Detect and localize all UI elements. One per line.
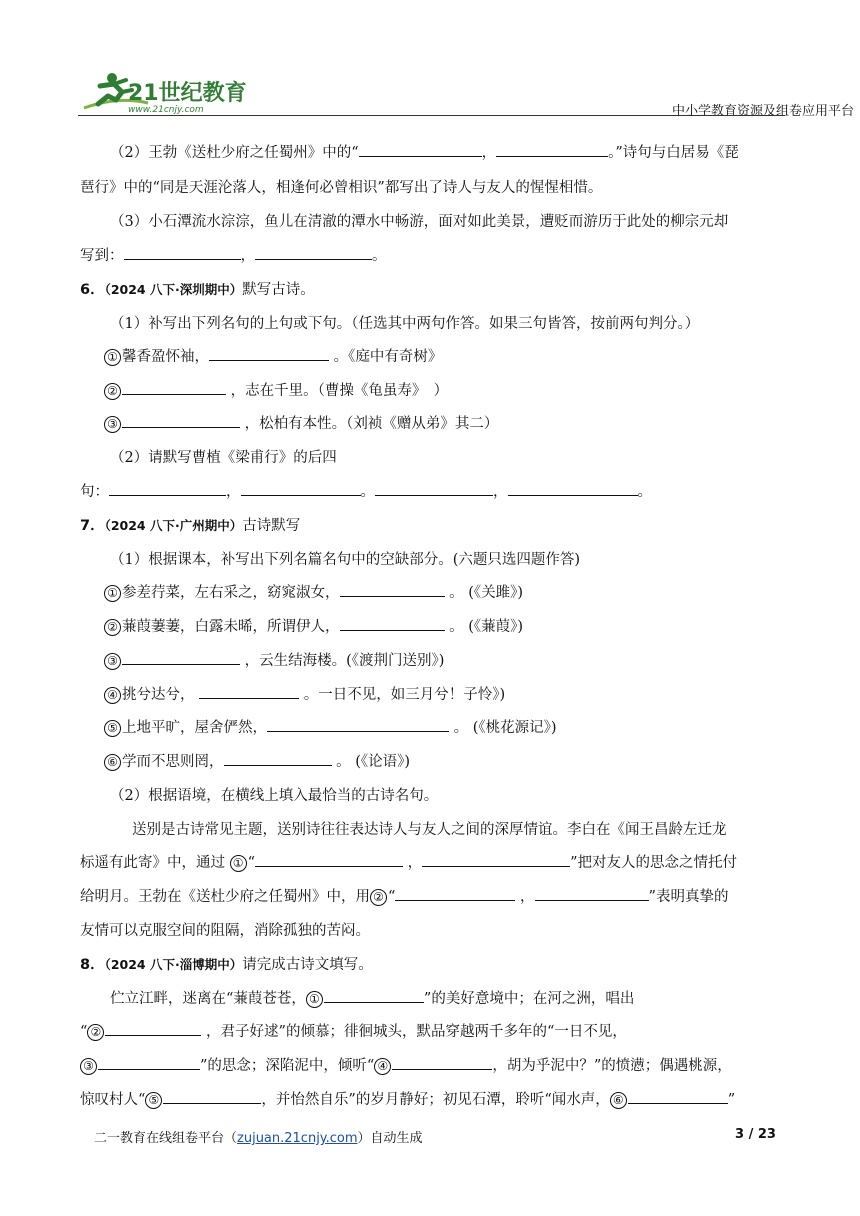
q6-item-2: ② ，志在千里。（曹操《龟虽寿》 ） bbox=[104, 381, 448, 401]
q6-item-3: ③ ，松柏有本性。（刘祯《赠从弟》其二） bbox=[104, 414, 498, 434]
answer-blank[interactable] bbox=[255, 853, 403, 867]
footer-link[interactable]: zujuan.21cnjy.com bbox=[237, 1131, 358, 1146]
q7-part1: （1）根据课本，补写出下列名篇名句中的空缺部分。(六题只选四题作答) bbox=[110, 552, 581, 568]
page-header bbox=[78, 70, 855, 119]
answer-blank[interactable] bbox=[422, 853, 570, 867]
answer-blank[interactable] bbox=[340, 583, 445, 597]
answer-blank[interactable] bbox=[359, 143, 482, 157]
q8-para-3: ③ ”的思念；深陷泥中，倾听“ ④ ，胡为乎泥中？”的愤懑；偶遇桃源， bbox=[80, 1056, 732, 1076]
q7-item-2: ② 蒹葭萋萋，白露未晞，所谓伊人， 。 (《蒹葭》) bbox=[104, 617, 523, 637]
answer-blank[interactable] bbox=[508, 482, 638, 496]
answer-blank[interactable] bbox=[255, 246, 372, 260]
q8-para-2: “ ② ，君子好逑”的倾慕；徘徊城头，默品穿越两千多年的“一日不见， bbox=[80, 1024, 627, 1040]
q7-item-6: ⑥ 学而不思则罔， 。 (《论语》) bbox=[104, 752, 410, 772]
answer-blank[interactable] bbox=[224, 752, 332, 766]
q7-part2: （2）根据语境，在横线上填入最恰当的古诗名句。 bbox=[110, 788, 439, 804]
answer-blank[interactable] bbox=[124, 246, 241, 260]
answer-blank[interactable] bbox=[122, 414, 240, 428]
answer-blank[interactable] bbox=[395, 887, 515, 901]
svg-text:21世纪教育: 21世纪教育 bbox=[128, 81, 247, 106]
q8-para-1: 伫立江畔，迷离在“蒹葭苍苍， ① ”的美好意境中；在河之洲，唱出 bbox=[110, 991, 635, 1007]
q5-2-line: （2）王勃《送杜少府之任蜀州》中的“ ， 。”诗句与白居易《琵 bbox=[110, 145, 739, 161]
answer-blank[interactable] bbox=[199, 685, 299, 699]
q6-item-1: ① 馨香盈怀袖， 。《庭中有奇树》 bbox=[104, 347, 442, 367]
q5-3-line: （3）小石潭流水淙淙，鱼儿在清澈的潭水中畅游，面对如此美景，遭贬而游历于此处的柳宗元却 bbox=[110, 214, 729, 230]
svg-text:www.21cnjy.com: www.21cnjy.com bbox=[128, 105, 204, 114]
answer-blank[interactable] bbox=[267, 718, 449, 732]
q8-heading: 8．（2024 八下·淄博期中）请完成古诗文填写。 bbox=[80, 957, 373, 973]
q7-para-3: 给明月。王勃在《送杜少府之任蜀州》中，用 ② “ ， ”表明真挚的 bbox=[80, 889, 729, 905]
answer-blank[interactable] bbox=[109, 482, 226, 496]
header-tagline: 中小学教育资源及组卷应用平台 bbox=[672, 104, 855, 119]
q5-2-line2: 琶行》中的“同是天涯沦落人，相逢何必曾相识”都写出了诗人与友人的惺惺相惜。 bbox=[80, 180, 603, 196]
answer-blank[interactable] bbox=[375, 482, 493, 496]
answer-blank[interactable] bbox=[122, 381, 226, 395]
answer-blank[interactable] bbox=[163, 1090, 261, 1104]
header-divider bbox=[78, 115, 785, 116]
answer-blank[interactable] bbox=[324, 989, 424, 1003]
q7-para-4: 友情可以克服空间的阻隔，消除孤独的苦闷。 bbox=[80, 923, 370, 939]
q6-heading: 6．（2024 八下·深圳期中）默写古诗。 bbox=[80, 282, 315, 298]
answer-blank[interactable] bbox=[628, 1090, 728, 1104]
page-number: 3 / 23 bbox=[735, 1127, 776, 1142]
q7-item-1: ① 参差荇菜，左右采之，窈窕淑女， 。 (《关雎》) bbox=[104, 583, 523, 603]
q7-heading: 7．（2024 八下·广州期中）古诗默写 bbox=[80, 518, 301, 534]
q7-para-1: 送别是古诗常见主题，送别诗往往表达诗人与友人之间的深厚情谊。李白在《闻王昌龄左迁龙 bbox=[132, 822, 727, 838]
answer-blank[interactable] bbox=[209, 347, 329, 361]
q7-item-3: ③ ，云生结海楼。(《渡荆门送别》) bbox=[104, 651, 444, 671]
answer-blank[interactable] bbox=[340, 617, 445, 631]
q6-part2: （2）请默写曹植《梁甫行》的后四 bbox=[110, 450, 337, 466]
answer-blank[interactable] bbox=[98, 1056, 200, 1070]
logo bbox=[78, 70, 288, 114]
answer-blank[interactable] bbox=[122, 651, 240, 665]
answer-blank[interactable] bbox=[535, 887, 649, 901]
q8-para-4: 惊叹村人“ ⑤ ，并怡然自乐”的岁月静好；初见石潭，聆听“闻水声， ⑥ ” bbox=[80, 1092, 736, 1108]
q7-item-5: ⑤ 上地平旷，屋舍俨然， 。 (《桃花源记》) bbox=[104, 718, 557, 738]
q7-para-2: 标遥有此寄》中，通过 ① “ ， ”把对友人的思念之情托付 bbox=[80, 855, 738, 871]
q7-item-4: ④ 挑兮达兮， 。一日不见，如三月兮！子怜》) bbox=[104, 685, 505, 705]
answer-blank[interactable] bbox=[105, 1022, 201, 1036]
answer-blank[interactable] bbox=[241, 482, 361, 496]
runner-logo-icon bbox=[78, 70, 288, 114]
answer-blank[interactable] bbox=[392, 1056, 492, 1070]
answer-blank[interactable] bbox=[496, 143, 608, 157]
q6-part1: （1）补写出下列名句的上句或下句。（任选其中两句作答。如果三句皆答，按前两句判分。） bbox=[110, 316, 700, 332]
footer-source: 二一教育在线组卷平台（zujuan.21cnjy.com）自动生成 bbox=[94, 1131, 423, 1146]
q5-3-line2: 写到： ， 。 bbox=[80, 248, 387, 264]
q6-part2-line2: 句： ， 。 ， 。 bbox=[80, 484, 652, 500]
